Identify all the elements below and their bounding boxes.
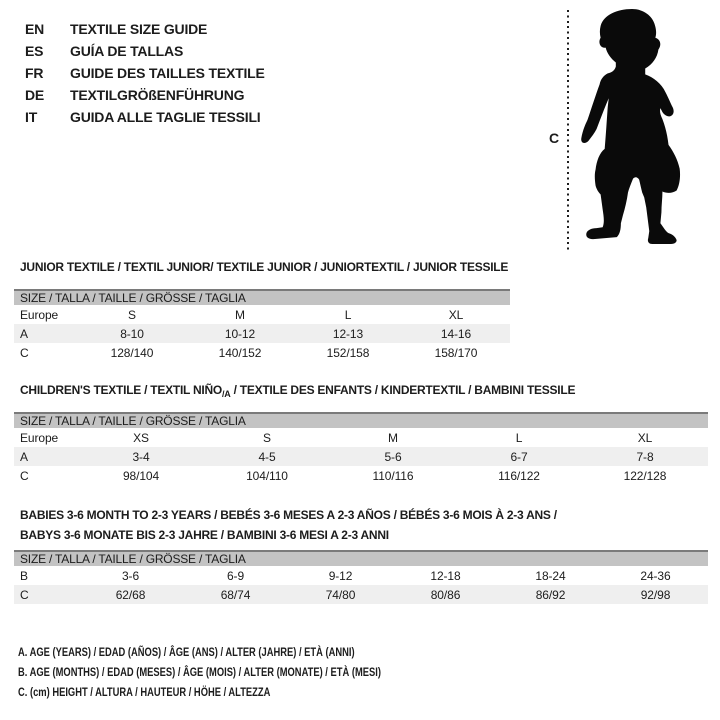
babies-section-title [20,505,557,545]
language-code: FR [25,65,44,81]
children-title-post: / TEXTILE DES ENFANTS / KINDERTEXTIL / BAMBINI TESSILE [230,383,576,397]
size-header-bar: SIZE / TALLA / TAILLE / GRÖSSE / TAGLIA [14,412,708,428]
size-cell: 7-8 [582,447,708,466]
size-cell: 104/110 [246,468,288,483]
size-header-row [14,289,510,305]
babies-row-height [14,585,708,604]
language-item [25,106,265,128]
size-cell: L [515,430,523,445]
row-label: C [20,345,29,360]
size-cell: 116/122 [498,468,540,483]
language-label: TEXTILGRÖßENFÜHRUNG [70,87,245,103]
size-cell: 6-9 [226,568,245,583]
size-cell: 6-7 [456,447,582,466]
size-cell: 3-6 [121,568,140,583]
size-cell: 140/152 [218,345,262,360]
size-cell: M [235,307,245,322]
language-code: ES [25,43,44,59]
size-cell: 80/86 [393,585,498,604]
children-row-height [14,466,708,485]
row-label: C [20,468,29,483]
children-size-table [14,412,708,485]
size-cell: 12-13 [294,324,402,343]
junior-row-europe [14,305,510,324]
size-cell: XL [448,307,464,322]
size-cell: M [388,430,398,445]
size-cell: XS [133,430,149,445]
footnotes-block [18,642,381,702]
language-label: GUÍA DE TALLAS [70,43,184,59]
size-cell: 18-24 [535,568,566,583]
children-section-title [20,383,575,399]
junior-row-height [14,343,510,362]
size-cell: 9-12 [328,568,353,583]
size-cell: 92/98 [603,585,708,604]
size-cell: 62/68 [78,585,183,604]
size-cell: S [128,307,136,322]
size-cell: 110/116 [372,468,414,483]
size-header-bar: SIZE / TALLA / TAILLE / GRÖSSE / TAGLIA [14,289,510,305]
size-cell: 4-5 [204,447,330,466]
size-cell: 86/92 [498,585,603,604]
row-label: Europe [20,430,59,445]
junior-row-age [14,324,510,343]
babies-title-line1: BABIES 3-6 MONTH TO 2-3 YEARS / BEBÉS 3-6 MESES A 2-3 AÑOS / BÉBÉS 3-6 MOIS À 2-3 ANS / [20,508,557,522]
language-code: DE [25,87,45,103]
size-cell: 74/80 [288,585,393,604]
size-cell: 24-36 [640,568,671,583]
size-cell: 12-18 [430,568,461,583]
junior-size-table [14,289,510,362]
children-title-pre: CHILDREN'S TEXTILE / TEXTIL NIÑO [20,383,222,397]
language-code: EN [25,21,45,37]
babies-row-months [14,566,708,585]
language-item [25,40,265,62]
language-code: IT [25,109,38,125]
language-item [25,18,265,40]
language-list [25,18,265,128]
size-cell: XL [637,430,653,445]
language-item [25,84,265,106]
row-label: Europe [20,307,59,322]
row-label: A [14,447,78,466]
size-cell: S [263,430,271,445]
size-header-bar: SIZE / TALLA / TAILLE / GRÖSSE / TAGLIA [14,550,708,566]
size-cell: 158/170 [434,345,478,360]
footnote-c: C. (cm) HEIGHT / ALTURA / HAUTEUR / HÖHE / ALTEZZA [18,685,271,699]
language-label: GUIDE DES TAILLES TEXTILE [70,65,265,81]
language-label: GUIDA ALLE TAGLIE TESSILI [70,109,261,125]
language-label: TEXTILE SIZE GUIDE [70,21,208,37]
junior-section-title: JUNIOR TEXTILE / TEXTIL JUNIOR/ TEXTILE JUNIOR / JUNIORTEXTIL / JUNIOR TESSILE [20,260,509,274]
babies-title-line2: BABYS 3-6 MONATE BIS 2-3 JAHRE / BAMBINI 3-6 MESI A 2-3 ANNI [20,528,389,542]
size-cell: 8-10 [78,324,186,343]
size-cell: 10-12 [186,324,294,343]
height-measure-label: C [549,130,560,146]
language-item [25,62,265,84]
toddler-silhouette-image [553,3,705,251]
toddler-silhouette-shape [581,9,680,244]
babies-size-table [14,550,708,604]
size-header-row [14,412,708,428]
size-cell: 122/128 [623,468,667,483]
size-cell: 14-16 [402,324,510,343]
row-label: C [14,585,78,604]
size-header-row [14,550,708,566]
footnote-a: A. AGE (YEARS) / EDAD (AÑOS) / ÂGE (ANS) / ALTER (JAHRE) / ETÀ (ANNI) [18,645,355,659]
size-cell: 152/158 [326,345,370,360]
row-label: B [20,568,28,583]
size-cell: 3-4 [78,447,204,466]
children-row-europe [14,428,708,447]
size-cell: 5-6 [330,447,456,466]
children-title-sub: /A [221,389,231,399]
size-cell: 98/104 [122,468,160,483]
footnote-b: B. AGE (MONTHS) / EDAD (MESES) / ÂGE (MOIS) / ALTER (MONATE) / ETÀ (MESI) [18,665,381,679]
size-cell: 68/74 [183,585,288,604]
row-label: A [14,324,78,343]
size-cell: L [344,307,352,322]
children-row-age [14,447,708,466]
size-cell: 128/140 [110,345,154,360]
